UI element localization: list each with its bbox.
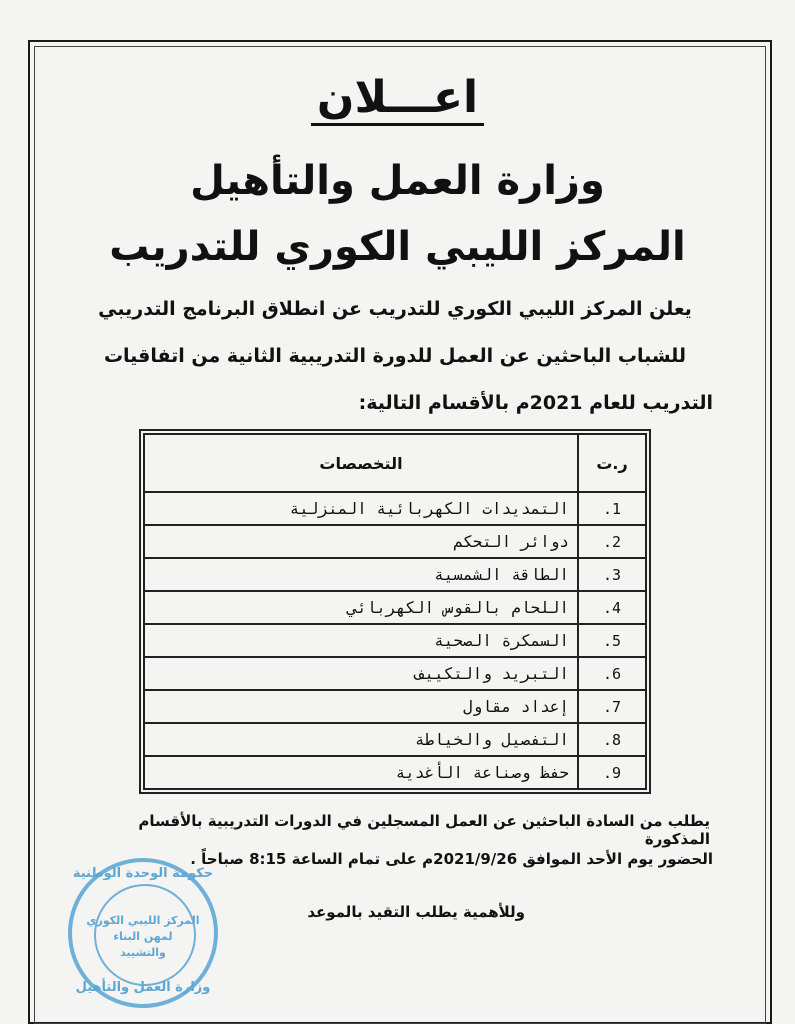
center-heading: المركز الليبي الكوري للتدريب	[109, 224, 686, 270]
row-number: 8.	[578, 723, 646, 756]
table-row	[144, 756, 646, 789]
table-row	[144, 525, 646, 558]
row-specialization: اللحام بالقوس الكهربائي	[144, 591, 578, 624]
row-specialization: إعداد مقاول	[144, 690, 578, 723]
row-number: 1.	[578, 492, 646, 525]
table-row	[144, 690, 646, 723]
row-specialization: السمكرة الصحية	[144, 624, 578, 657]
ministry-heading: وزارة العمل والتأهيل	[190, 158, 605, 204]
announcement-heading	[0, 72, 795, 123]
table-row	[144, 624, 646, 657]
row-specialization: حفظ وصناعة الأغدية	[144, 756, 578, 789]
seal-center-line-2: لمهن البناء	[113, 930, 173, 943]
row-number: 6.	[578, 657, 646, 690]
seal-center-line-1: المركز الليبي الكوري	[86, 914, 200, 927]
seal-bottom-text: وزارة العمل والتأهيل	[75, 980, 211, 995]
row-number: 5.	[578, 624, 646, 657]
footer-line-2: الحضور يوم الأحد الموافق 2021/9/26م على تمام الساعة 8:15 صباحاً .	[190, 850, 713, 868]
table-row	[144, 657, 646, 690]
row-specialization: التمديدات الكهربائية المنزلية	[144, 492, 578, 525]
table-header-row	[144, 434, 646, 492]
announcement-text: اعـــلان	[311, 72, 484, 126]
footer-line-3: وللأهمية يطلب التقيد بالموعد	[307, 903, 525, 921]
table-row	[144, 591, 646, 624]
column-header-number: ر.ت	[578, 434, 646, 492]
row-number: 4.	[578, 591, 646, 624]
seal-center-line-3: والتشييد	[120, 946, 166, 959]
row-number: 9.	[578, 756, 646, 789]
intro-line-1: يعلن المركز الليبي الكوري للتدريب عن انطلاق البرنامج التدريبي	[98, 298, 692, 320]
specializations-table	[143, 433, 647, 790]
row-specialization: التبريد والتكييف	[144, 657, 578, 690]
row-number: 2.	[578, 525, 646, 558]
row-number: 3.	[578, 558, 646, 591]
table-row	[144, 558, 646, 591]
table-row	[144, 723, 646, 756]
seal-top-text: حكومة الوحدة الوطنية	[72, 866, 214, 881]
row-number: 7.	[578, 690, 646, 723]
table-row	[144, 492, 646, 525]
intro-line-3: التدريب للعام 2021م بالأقسام التالية:	[358, 392, 713, 414]
row-specialization: دوائر التحكم	[144, 525, 578, 558]
footer-line-1: يطلب من السادة الباحثين عن العمل المسجلين في الدورات التدريبية بالأقسام المذكورة	[138, 812, 710, 848]
row-specialization: الطاقة الشمسية	[144, 558, 578, 591]
column-header-specialization: التخصصات	[144, 434, 578, 492]
row-specialization: التفصيل والخياطة	[144, 723, 578, 756]
official-seal	[68, 858, 218, 1008]
intro-line-2: للشباب الباحثين عن العمل للدورة التدريبية الثانية من اتفاقيات	[103, 345, 687, 367]
